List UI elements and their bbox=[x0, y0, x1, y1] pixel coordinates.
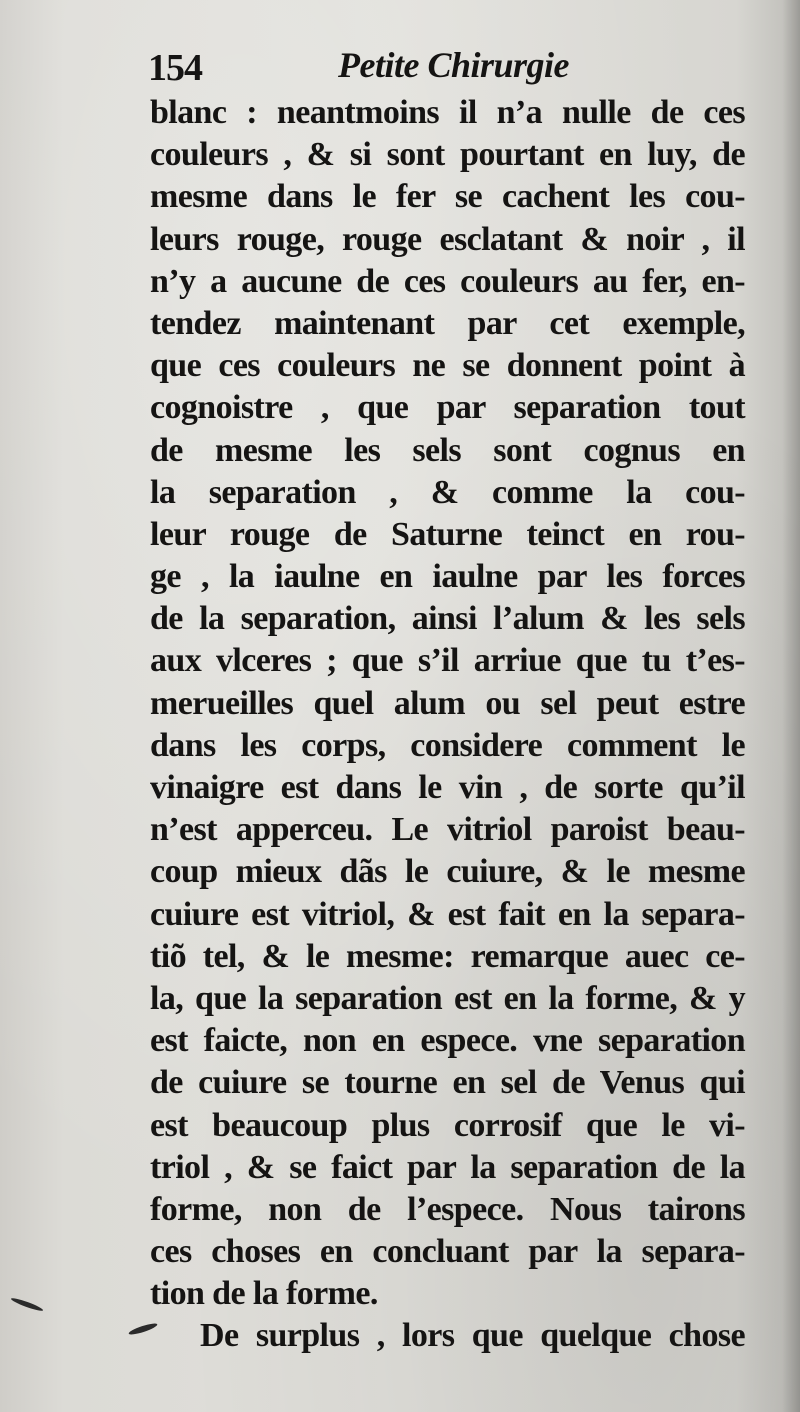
text-line: n’y a aucune de ces couleurs au fer, en- bbox=[150, 262, 745, 300]
text-line: vinaigre est dans le vin , de sorte qu’il bbox=[150, 769, 745, 806]
text-line: tendez maintenant par cet exemple, bbox=[150, 304, 745, 342]
text-line: de la separation, ainsi l’alum & les sels bbox=[150, 600, 745, 638]
page-header bbox=[148, 40, 748, 96]
text-line: couleurs , & si sont pourtant en luy, de bbox=[150, 136, 745, 174]
text-line: est beaucoup plus corrosif que le vi- bbox=[150, 1106, 745, 1144]
text-line: dans les corps, considere comment le bbox=[150, 726, 745, 764]
text-line: de mesme les sels sont cognus en bbox=[150, 431, 745, 469]
page-number: 154 bbox=[148, 47, 202, 89]
text-line: triol , & se faict par la separation de la bbox=[150, 1148, 745, 1186]
text-line: la separation , & comme la cou- bbox=[150, 473, 745, 511]
text-line: n’est apperceu. Le vitriol paroist beau- bbox=[150, 811, 745, 849]
text-line: forme, non de l’espece. Nous tairons bbox=[150, 1190, 745, 1228]
page-gutter-shadow bbox=[782, 0, 800, 1412]
text-line: est faicte, non en espece. vne separation bbox=[150, 1022, 745, 1060]
text-line: merueilles quel alum ou sel peut estre bbox=[150, 684, 745, 722]
text-line: cognoistre , que par separation tout bbox=[150, 389, 745, 427]
text-line: ge , la iaulne en iaulne par les forces bbox=[150, 558, 745, 596]
text-line: tiõ tel, & le mesme: remarque auec ce- bbox=[150, 937, 745, 975]
paragraph-start-line: De surplus , lors que quelque chose bbox=[200, 1317, 745, 1355]
text-line: ces choses en concluant par la separa- bbox=[150, 1233, 745, 1271]
text-line: que ces couleurs ne se donnent point à bbox=[150, 347, 745, 385]
text-line: blanc : neantmoins il n’a nulle de ces bbox=[150, 94, 745, 131]
text-line: de cuiure se tourne en sel de Venus qui bbox=[150, 1064, 745, 1102]
text-line: leurs rouge, rouge esclatant & noir , il bbox=[150, 220, 745, 258]
text-line: aux vlceres ; que s’il arriue que tu t’es- bbox=[150, 642, 745, 680]
text-line: tion de la forme. bbox=[150, 1275, 378, 1313]
running-title: Petite Chirurgie bbox=[338, 45, 570, 85]
ink-smudge bbox=[10, 1296, 44, 1312]
text-line: la, que la separation est en la forme, & y bbox=[150, 979, 745, 1017]
text-line: mesme dans le fer se cachent les cou- bbox=[150, 178, 745, 216]
text-line: leur rouge de Saturne teinct en rou- bbox=[150, 515, 745, 553]
body-text bbox=[150, 92, 745, 1358]
text-line: coup mieux dãs le cuiure, & le mesme bbox=[150, 853, 745, 891]
text-line: cuiure est vitriol, & est fait en la separa- bbox=[150, 895, 745, 933]
